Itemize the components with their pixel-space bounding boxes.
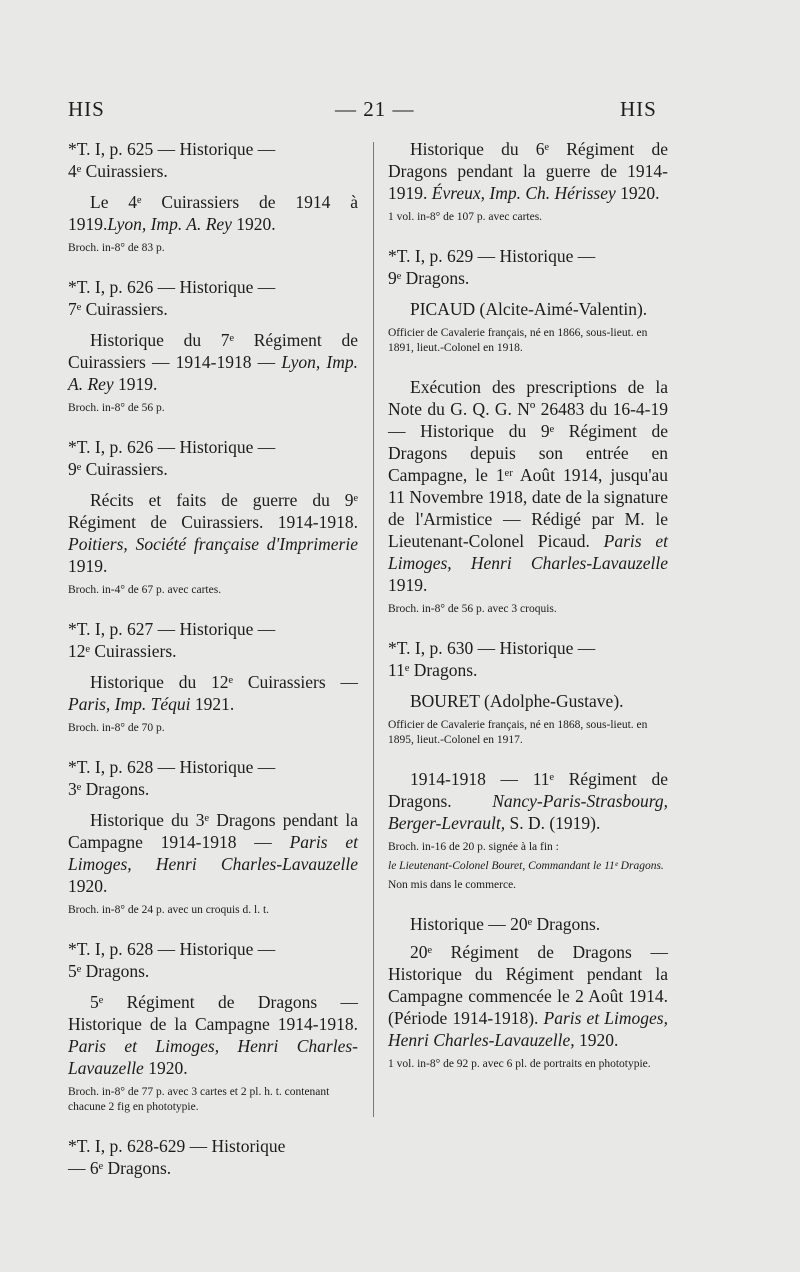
column-divider	[373, 142, 374, 1117]
title-text: 1914-1918 — 11ᵉ Régiment de Dragons.	[388, 769, 668, 811]
format-note	[68, 721, 358, 736]
heading-text: BOURET (Adolphe-Gustave).	[410, 691, 624, 711]
regiment-name: 5ᵉ Dragons.	[68, 961, 150, 981]
entry-description	[388, 768, 668, 834]
note-text: Broch. in-8° de 77 p. avec 3 cartes et 2 pl. h. t. contenant chacune 2 fig en phototypie.	[68, 1086, 330, 1113]
note-text: 1 vol. in-8° de 107 p. avec cartes.	[388, 211, 543, 223]
catalog-reference	[388, 245, 668, 289]
page-number: — 21 —	[335, 97, 415, 121]
regiment-name: 4ᵉ Cuirassiers.	[68, 161, 168, 181]
entry-description	[68, 991, 358, 1079]
publisher-text: Paris, Imp. Téqui	[68, 694, 191, 714]
title-text: Historique du 12ᵉ Cuirassiers —	[90, 672, 358, 692]
publisher-text: Nancy-Paris-Strasbourg, Berger-Levrault,	[388, 791, 668, 833]
regiment-name: 12ᵉ Cuirassiers.	[68, 641, 177, 661]
catalog-reference	[68, 756, 358, 800]
publisher-text: Lyon, Imp. A. Rey	[107, 214, 232, 234]
note-italic: le Lieutenant-Colonel Bouret, Commandant le 11ᵉ Dragons.	[388, 860, 664, 872]
regiment-name: — 6ᵉ Dragons.	[68, 1158, 172, 1178]
title-text: Récits et faits de guerre du 9ᵉ Régiment de Cuirassiers. 1914-1918.	[68, 490, 358, 532]
year-text: 1919.	[113, 374, 158, 394]
format-note	[68, 583, 358, 598]
note-text: Broch. in-8° de 83 p.	[68, 242, 165, 254]
note-text: Officier de Cavalerie français, né en 1866, sous-lieut. en 1891, lieut.-Colonel en 1918.	[388, 327, 648, 354]
reference-line: *T. I, p. 626 — Historique —	[68, 437, 276, 457]
catalog-reference	[388, 637, 668, 681]
note-text: Officier de Cavalerie français, né en 1868, sous-lieut. en 1895, lieut.-Colonel en 1917.	[388, 719, 648, 746]
title-text: 5ᵉ Régiment de Dragons — Historique de la Campagne 1914-1918.	[68, 992, 358, 1034]
regiment-name: 9ᵉ Cuirassiers.	[68, 459, 168, 479]
year-text: 1920.	[68, 876, 108, 896]
title-text: Historique du 6ᵉ Régiment de Dragons pendant la guerre de 1914-1919.	[388, 139, 668, 203]
reference-line: *T. I, p. 628 — Historique —	[68, 757, 276, 777]
publisher-text: Lyon, Imp. A. Rey	[68, 352, 358, 394]
catalog-reference	[68, 938, 358, 982]
reference-line: *T. I, p. 629 — Historique —	[388, 246, 596, 266]
note-text: Broch. in-8° de 70 p.	[68, 722, 165, 734]
catalog-reference	[68, 138, 358, 182]
entry-description	[68, 671, 358, 715]
entry-description	[68, 489, 358, 577]
heading-text: Historique — 20ᵉ Dragons.	[410, 914, 601, 934]
author-heading	[388, 913, 668, 935]
catalog-reference	[68, 1135, 358, 1179]
year-text: S. D. (1919).	[505, 813, 601, 833]
year-text: 1920.	[231, 214, 276, 234]
reference-line: *T. I, p. 628 — Historique —	[68, 939, 276, 959]
regiment-name: 9ᵉ Dragons.	[388, 268, 470, 288]
note-text: Broch. in-8° de 56 p.	[68, 402, 165, 414]
publisher-text: Évreux, Imp. Ch. Hérissey	[427, 183, 616, 203]
regiment-name: 11ᵉ Dragons.	[388, 660, 478, 680]
entry-description	[388, 941, 668, 1051]
publisher-text: Paris et Limoges, Henri Charles-Lavauzelle	[68, 1036, 358, 1078]
publisher-text: Paris et Limoges, Henri Charles-Lavauzelle	[68, 832, 358, 874]
heading-text: PICAUD (Alcite-Aimé-Valentin).	[410, 299, 648, 319]
note-text: Broch. in-16 de 20 p. signée à la fin :	[388, 841, 559, 853]
year-text: 1920.	[143, 1058, 188, 1078]
year-text: 1919.	[388, 575, 428, 595]
running-head-left: HIS	[68, 97, 105, 121]
format-note	[388, 878, 668, 893]
note-text: Broch. in-4° de 67 p. avec cartes.	[68, 584, 222, 596]
reference-line: *T. I, p. 625 — Historique —	[68, 139, 276, 159]
reference-line: *T. I, p. 628-629 — Historique	[68, 1136, 286, 1156]
entry-description	[388, 138, 668, 204]
publisher-text: Poitiers, Société française d'Imprimerie	[68, 534, 358, 554]
format-note	[68, 401, 358, 416]
publisher-text: Paris et Limoges, Henri Charles-Lavauzelle,	[388, 1008, 668, 1050]
reference-line: *T. I, p. 627 — Historique —	[68, 619, 276, 639]
entry-description	[68, 809, 358, 897]
entry-description	[68, 329, 358, 395]
regiment-name: 7ᵉ Cuirassiers.	[68, 299, 168, 319]
note-text: 1 vol. in-8° de 92 p. avec 6 pl. de portraits en phototypie.	[388, 1058, 651, 1070]
format-note	[388, 718, 668, 748]
title-text: Historique du 7ᵉ Régiment de Cuirassiers — 1914-1918 —	[68, 330, 358, 372]
running-head-right: HIS	[620, 97, 657, 121]
note-text: Broch. in-8° de 56 p. avec 3 croquis.	[388, 603, 557, 615]
author-heading	[388, 690, 668, 712]
author-heading	[388, 298, 668, 320]
year-text: 1921.	[190, 694, 235, 714]
reference-line: *T. I, p. 626 — Historique —	[68, 277, 276, 297]
format-note	[388, 326, 668, 356]
catalog-reference	[68, 276, 358, 320]
entry-description	[68, 191, 358, 235]
catalog-reference	[68, 618, 358, 662]
note-text: Non mis dans le commerce.	[388, 879, 517, 891]
reference-line: *T. I, p. 630 — Historique —	[388, 638, 596, 658]
regiment-name: 3ᵉ Dragons.	[68, 779, 150, 799]
year-text: 1919.	[68, 556, 108, 576]
catalog-reference	[68, 436, 358, 480]
title-text: 20ᵉ Régiment de Dragons — Historique du Régiment pendant la Campagne commencée le 2 Août 1914. (Période 1914-1918).	[388, 942, 668, 1028]
format-note	[68, 903, 358, 918]
title-text: Le 4ᵉ Cuirassiers de 1914 à 1919.	[68, 192, 358, 234]
right-column	[388, 138, 668, 1092]
title-text: Historique du 3ᵉ Dragons pendant la Campagne 1914-1918 —	[68, 810, 358, 852]
entry-description	[388, 376, 668, 596]
note-text: Broch. in-8° de 24 p. avec un croquis d. l. t.	[68, 904, 270, 916]
format-note	[388, 602, 668, 617]
format-note	[388, 840, 668, 855]
format-note	[388, 859, 668, 874]
format-note	[388, 1057, 668, 1072]
format-note	[68, 1085, 358, 1115]
title-text: Exécution des prescriptions de la Note du G. Q. G. Nº 26483 du 16-4-19 — Historique du 9ᵉ Régiment de Dragons depuis son entrée en Campagne, le 1ᵉʳ Août 1914, jusqu'au 11 Novembre 1918, date de la signature de l'Armistice — Rédigé par M. le Lieutenant-Colonel Picaud.	[388, 377, 668, 551]
format-note	[68, 241, 358, 256]
year-text: 1920.	[574, 1030, 619, 1050]
format-note	[388, 210, 668, 225]
year-text: 1920.	[615, 183, 660, 203]
left-column	[68, 138, 358, 1188]
publisher-text: Paris et Limoges, Henri Charles-Lavauzelle	[388, 531, 668, 573]
